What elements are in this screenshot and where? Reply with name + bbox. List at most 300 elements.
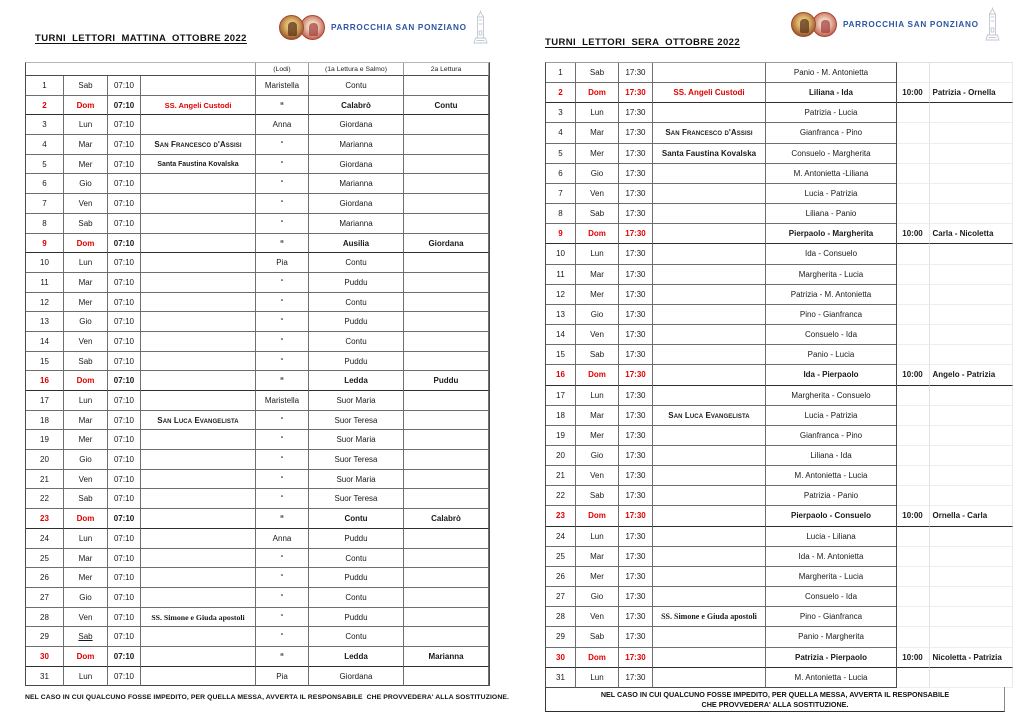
cell-feast — [141, 430, 256, 450]
table-row — [897, 446, 1013, 466]
cell-readers: Gianfranca - Pino — [766, 426, 896, 446]
cell-lettura1-reader: Giordana — [309, 667, 404, 687]
cell-weekday: Dom — [576, 224, 619, 244]
cell-day-number: 4 — [26, 135, 64, 155]
cell-day-number: 30 — [546, 648, 576, 668]
cell-mass-time: 17:30 — [619, 265, 653, 285]
table-row — [546, 184, 896, 204]
table-row — [546, 386, 896, 406]
cell-weekday: Mar — [576, 547, 619, 567]
cell-extra-mass-time — [897, 607, 930, 627]
cell-day-number: 12 — [26, 293, 64, 313]
cell-feast — [141, 234, 256, 254]
cell-readers: Consuelo - Margherita — [766, 144, 896, 164]
cell-weekday: Lun — [576, 527, 619, 547]
cell-readers: Ida - Pierpaolo — [766, 365, 896, 385]
cell-weekday: Mar — [576, 123, 619, 143]
cell-feast — [141, 391, 256, 411]
cell-extra-readers — [930, 527, 1013, 547]
cell-extra-mass-time — [897, 244, 930, 264]
cell-feast — [141, 627, 256, 647]
table-row — [546, 123, 896, 143]
cell-extra-readers — [930, 144, 1013, 164]
cell-extra-mass-time — [897, 123, 930, 143]
parish-logo — [791, 6, 1000, 42]
cell-day-number: 21 — [26, 470, 64, 490]
table-row — [897, 285, 1013, 305]
cell-mass-time: 17:30 — [619, 607, 653, 627]
cell-feast: San Francesco d'Assisi — [141, 135, 256, 155]
cell-extra-mass-time — [897, 63, 930, 83]
table-row — [897, 587, 1013, 607]
cell-weekday: Gio — [64, 450, 108, 470]
cell-lettura1-reader: Puddu — [309, 352, 404, 372]
substitution-note-line1: NEL CASO IN CUI QUALCUNO FOSSE IMPEDITO, PER QUELLA MESSA, AVVERTA IL RESPONSABILE — [600, 689, 950, 699]
cell-feast — [653, 103, 766, 123]
cell-weekday: Mer — [64, 568, 108, 588]
cell-weekday: Ven — [576, 466, 619, 486]
cell-day-number: 25 — [26, 549, 64, 569]
cell-readers: Lucia - Patrizia — [766, 184, 896, 204]
cell-readers: Margherita - Lucia — [766, 567, 896, 587]
cell-weekday: Sab — [64, 214, 108, 234]
cell-lettura2-reader — [404, 155, 489, 175]
cell-mass-time: 07:10 — [108, 627, 141, 647]
cell-weekday: Sab — [576, 486, 619, 506]
cell-extra-readers — [930, 668, 1013, 688]
table-row — [897, 325, 1013, 345]
cell-day-number: 9 — [546, 224, 576, 244]
cell-day-number: 16 — [546, 365, 576, 385]
cell-mass-time: 07:10 — [108, 253, 141, 273]
table-row — [897, 164, 1013, 184]
cell-extra-readers — [930, 244, 1013, 264]
cell-feast — [653, 446, 766, 466]
cell-readers: Panio - Lucia — [766, 345, 896, 365]
cell-mass-time: 07:10 — [108, 411, 141, 431]
cell-day-number: 27 — [546, 587, 576, 607]
table-row — [26, 450, 489, 470]
table-row — [897, 305, 1013, 325]
cell-day-number: 14 — [546, 325, 576, 345]
cell-mass-time: 17:30 — [619, 406, 653, 426]
cell-weekday: Mer — [576, 567, 619, 587]
cell-extra-mass-time: 10:00 — [897, 224, 930, 244]
cell-lettura1-reader: Suor Teresa — [309, 489, 404, 509]
cell-day-number: 29 — [26, 627, 64, 647]
cell-weekday: Dom — [576, 365, 619, 385]
cell-lettura2-reader: Giordana — [404, 234, 489, 254]
cell-lettura2-reader — [404, 332, 489, 352]
table-row — [26, 667, 489, 687]
cell-readers: Liliana - Ida — [766, 446, 896, 466]
cell-lettura1-reader: Contu — [309, 509, 404, 529]
cell-weekday: Lun — [64, 667, 108, 687]
cell-day-number: 24 — [26, 529, 64, 549]
cell-weekday: Mer — [64, 430, 108, 450]
cell-extra-mass-time — [897, 265, 930, 285]
cell-lodi-reader: Maristella — [256, 391, 309, 411]
cell-day-number: 19 — [26, 430, 64, 450]
cell-feast — [141, 76, 256, 96]
table-row — [26, 391, 489, 411]
cell-lettura2-reader — [404, 174, 489, 194]
cell-feast — [653, 648, 766, 668]
cell-lodi-reader: “ — [256, 155, 309, 175]
cell-mass-time: 07:10 — [108, 588, 141, 608]
cell-extra-readers — [930, 204, 1013, 224]
cell-mass-time: 17:30 — [619, 285, 653, 305]
cell-lettura1-reader: Puddu — [309, 529, 404, 549]
cell-readers: Margherita - Consuelo — [766, 386, 896, 406]
cell-extra-mass-time: 10:00 — [897, 648, 930, 668]
table-row — [546, 365, 896, 385]
cell-weekday: Mar — [64, 273, 108, 293]
cell-extra-mass-time — [897, 406, 930, 426]
cell-extra-mass-time — [897, 345, 930, 365]
cell-weekday: Mer — [576, 144, 619, 164]
cell-lettura1-reader: Marianna — [309, 135, 404, 155]
cell-extra-mass-time — [897, 587, 930, 607]
cell-weekday: Sab — [64, 489, 108, 509]
table-row — [546, 224, 896, 244]
table-row — [897, 466, 1013, 486]
cell-feast — [653, 244, 766, 264]
cell-lodi-reader: “ — [256, 273, 309, 293]
cell-lettura1-reader: Giordana — [309, 115, 404, 135]
cell-feast — [653, 204, 766, 224]
cell-feast — [141, 115, 256, 135]
table-row — [26, 489, 489, 509]
cell-lettura2-reader: Calabrò — [404, 509, 489, 529]
cell-day-number: 1 — [26, 76, 64, 96]
table-row — [897, 648, 1013, 668]
cell-mass-time: 07:10 — [108, 391, 141, 411]
table-row — [897, 244, 1013, 264]
cell-extra-readers: Nicoletta - Patrizia — [930, 648, 1013, 668]
cell-weekday: Lun — [576, 668, 619, 688]
cell-day-number: 22 — [26, 489, 64, 509]
cell-mass-time: 07:10 — [108, 371, 141, 391]
cell-readers: Lucia - Liliana — [766, 527, 896, 547]
table-row — [897, 144, 1013, 164]
cell-mass-time: 07:10 — [108, 174, 141, 194]
cell-feast: SS. Simone e Giuda apostoli — [141, 608, 256, 628]
table-row — [897, 204, 1013, 224]
cell-weekday: Dom — [64, 234, 108, 254]
cell-mass-time: 17:30 — [619, 386, 653, 406]
cell-feast: SS. Angeli Custodi — [653, 83, 766, 103]
table-row — [897, 63, 1013, 83]
cell-mass-time: 07:10 — [108, 470, 141, 490]
cell-readers: Ida - M. Antonietta — [766, 547, 896, 567]
cell-weekday: Gio — [64, 312, 108, 332]
cell-extra-readers — [930, 466, 1013, 486]
cell-day-number: 11 — [26, 273, 64, 293]
cell-day-number: 2 — [546, 83, 576, 103]
cell-extra-readers: Carla - Nicoletta — [930, 224, 1013, 244]
cell-mass-time: 17:30 — [619, 244, 653, 264]
cell-lettura1-reader: Contu — [309, 332, 404, 352]
cell-weekday: Sab — [64, 76, 108, 96]
header-empty — [26, 63, 256, 76]
cell-lettura2-reader — [404, 588, 489, 608]
cell-extra-mass-time — [897, 386, 930, 406]
cell-lettura2-reader: Marianna — [404, 647, 489, 667]
cell-day-number: 31 — [546, 668, 576, 688]
cell-extra-mass-time — [897, 164, 930, 184]
cell-extra-readers — [930, 627, 1013, 647]
cell-day-number: 5 — [546, 144, 576, 164]
cell-readers: Ida - Consuelo — [766, 244, 896, 264]
cell-weekday: Mer — [64, 293, 108, 313]
cell-lettura1-reader: Calabrò — [309, 96, 404, 116]
cell-extra-mass-time — [897, 285, 930, 305]
table-row — [546, 506, 896, 526]
cell-feast: Santa Faustina Kovalska — [653, 144, 766, 164]
cell-day-number: 15 — [26, 352, 64, 372]
cell-weekday: Mer — [576, 285, 619, 305]
table-row — [26, 411, 489, 431]
cell-feast — [653, 466, 766, 486]
cell-mass-time: 17:30 — [619, 63, 653, 83]
cell-extra-mass-time — [897, 204, 930, 224]
cell-readers: Patrizia - M. Antonietta — [766, 285, 896, 305]
table-row — [546, 547, 896, 567]
table-row — [897, 506, 1013, 526]
cell-extra-mass-time — [897, 426, 930, 446]
cell-readers: Liliana - Panio — [766, 204, 896, 224]
cell-mass-time: 07:10 — [108, 489, 141, 509]
cell-weekday: Mar — [64, 135, 108, 155]
table-row — [546, 63, 896, 83]
substitution-note-mattina: NEL CASO IN CUI QUALCUNO FOSSE IMPEDITO, PER QUELLA MESSA, AVVERTA IL RESPONSABILE CHE PROVVEDERA' ALLA SOSTITUZIONE. — [25, 694, 509, 701]
table-row — [26, 430, 489, 450]
table-row — [897, 365, 1013, 385]
cell-weekday: Sab — [64, 352, 108, 372]
cell-extra-readers — [930, 446, 1013, 466]
cell-mass-time: 17:30 — [619, 627, 653, 647]
cell-weekday: Dom — [576, 648, 619, 668]
cell-weekday: Dom — [576, 506, 619, 526]
cell-weekday: Ven — [64, 194, 108, 214]
cell-feast — [653, 224, 766, 244]
cell-extra-readers — [930, 164, 1013, 184]
cell-mass-time: 17:30 — [619, 305, 653, 325]
substitution-note-line2: CHE PROVVEDERA' ALLA SOSTITUZIONE. — [701, 700, 849, 709]
cell-extra-readers — [930, 285, 1013, 305]
cell-feast — [141, 194, 256, 214]
saints-medallion-icon — [279, 15, 304, 40]
cell-weekday: Dom — [64, 96, 108, 116]
table-row — [897, 607, 1013, 627]
cell-mass-time: 07:10 — [108, 608, 141, 628]
cell-extra-mass-time: 10:00 — [897, 83, 930, 103]
cell-day-number: 7 — [26, 194, 64, 214]
table-row — [26, 234, 489, 254]
cell-mass-time: 07:10 — [108, 115, 141, 135]
cell-lodi-reader: “ — [256, 608, 309, 628]
cell-mass-time: 17:30 — [619, 345, 653, 365]
cell-lodi-reader: Maristella — [256, 76, 309, 96]
cell-feast — [141, 332, 256, 352]
cell-feast — [141, 293, 256, 313]
cell-feast — [141, 312, 256, 332]
table-row — [546, 164, 896, 184]
cell-lodi-reader: “ — [256, 647, 309, 667]
cell-day-number: 18 — [26, 411, 64, 431]
table-row — [546, 527, 896, 547]
cell-weekday: Gio — [576, 164, 619, 184]
cell-lettura2-reader — [404, 253, 489, 273]
cell-feast — [141, 489, 256, 509]
table-row — [546, 587, 896, 607]
cell-weekday: Lun — [64, 391, 108, 411]
table-row — [897, 426, 1013, 446]
cell-lettura1-reader: Contu — [309, 588, 404, 608]
table-row — [897, 486, 1013, 506]
table-row — [546, 648, 896, 668]
cell-readers: M. Antonietta - Lucia — [766, 466, 896, 486]
table-row — [26, 96, 489, 116]
cell-mass-time: 17:30 — [619, 224, 653, 244]
cell-lettura2-reader — [404, 627, 489, 647]
cell-extra-readers — [930, 587, 1013, 607]
cell-mass-time: 17:30 — [619, 164, 653, 184]
cell-extra-readers — [930, 547, 1013, 567]
cell-day-number: 2 — [26, 96, 64, 116]
cell-weekday: Gio — [576, 446, 619, 466]
cell-mass-time: 17:30 — [619, 103, 653, 123]
cell-day-number: 9 — [26, 234, 64, 254]
table-row — [546, 305, 896, 325]
cell-lettura2-reader — [404, 293, 489, 313]
cell-mass-time: 17:30 — [619, 668, 653, 688]
cell-lodi-reader: “ — [256, 627, 309, 647]
cell-day-number: 1 — [546, 63, 576, 83]
cell-readers: Pino - Gianfranca — [766, 607, 896, 627]
table-row — [26, 332, 489, 352]
cell-feast: San Francesco d'Assisi — [653, 123, 766, 143]
cell-lodi-reader: “ — [256, 194, 309, 214]
cell-lettura1-reader: Ausilia — [309, 234, 404, 254]
cell-feast — [141, 509, 256, 529]
cell-weekday: Mar — [64, 411, 108, 431]
cell-extra-readers — [930, 406, 1013, 426]
table-row — [897, 527, 1013, 547]
cell-day-number: 8 — [26, 214, 64, 234]
cell-lettura2-reader — [404, 76, 489, 96]
table-row — [26, 470, 489, 490]
cell-lodi-reader: “ — [256, 411, 309, 431]
table-row — [897, 103, 1013, 123]
cell-mass-time: 17:30 — [619, 83, 653, 103]
cell-day-number: 22 — [546, 486, 576, 506]
cell-day-number: 12 — [546, 285, 576, 305]
cell-mass-time: 07:10 — [108, 135, 141, 155]
table-row — [26, 273, 489, 293]
cell-feast — [653, 587, 766, 607]
cell-lodi-reader: “ — [256, 312, 309, 332]
table-row — [546, 486, 896, 506]
cell-feast — [653, 63, 766, 83]
cell-feast — [653, 325, 766, 345]
table-row — [26, 214, 489, 234]
cell-readers: M. Antonietta - Lucia — [766, 668, 896, 688]
cell-weekday: Gio — [64, 174, 108, 194]
cell-lettura2-reader — [404, 450, 489, 470]
page-title-sera: TURNI LETTORI SERA OTTOBRE 2022 — [545, 37, 741, 48]
cell-lettura2-reader — [404, 135, 489, 155]
table-row — [546, 567, 896, 587]
mattina-table-header — [26, 63, 489, 76]
cell-readers: Patrizia - Pierpaolo — [766, 648, 896, 668]
cell-lettura1-reader: Contu — [309, 76, 404, 96]
cell-extra-readers — [930, 607, 1013, 627]
cell-extra-mass-time — [897, 103, 930, 123]
cell-feast — [653, 506, 766, 526]
cell-mass-time: 17:30 — [619, 365, 653, 385]
cell-weekday: Mar — [64, 549, 108, 569]
cell-feast: Santa Faustina Kovalska — [141, 155, 256, 175]
cell-readers: Liliana - Ida — [766, 83, 896, 103]
cell-day-number: 8 — [546, 204, 576, 224]
cell-extra-readers: Angelo - Patrizia — [930, 365, 1013, 385]
cell-extra-readers: Ornella - Carla — [930, 506, 1013, 526]
cell-extra-mass-time — [897, 668, 930, 688]
cell-lettura1-reader: Suor Teresa — [309, 411, 404, 431]
cell-extra-readers — [930, 123, 1013, 143]
cell-feast — [653, 184, 766, 204]
cell-day-number: 17 — [546, 386, 576, 406]
cell-readers: Gianfranca - Pino — [766, 123, 896, 143]
cell-extra-mass-time — [897, 144, 930, 164]
cell-lodi-reader: “ — [256, 96, 309, 116]
cell-extra-readers: Patrizia - Ornella — [930, 83, 1013, 103]
table-row — [546, 607, 896, 627]
cell-lodi-reader: “ — [256, 332, 309, 352]
cell-extra-readers — [930, 386, 1013, 406]
cell-feast — [653, 285, 766, 305]
cell-lettura2-reader — [404, 568, 489, 588]
cell-readers: Consuelo - Ida — [766, 325, 896, 345]
cell-extra-mass-time — [897, 627, 930, 647]
cell-lettura2-reader — [404, 411, 489, 431]
cell-readers: Panio - M. Antonietta — [766, 63, 896, 83]
table-row — [897, 345, 1013, 365]
cell-lettura2-reader: Contu — [404, 96, 489, 116]
cell-mass-time: 07:10 — [108, 214, 141, 234]
cell-feast — [141, 450, 256, 470]
cell-readers: M. Antonietta -Liliana — [766, 164, 896, 184]
cell-lettura2-reader — [404, 470, 489, 490]
table-row — [26, 194, 489, 214]
cell-extra-mass-time — [897, 527, 930, 547]
table-row — [26, 76, 489, 96]
cell-lettura2-reader — [404, 549, 489, 569]
table-row — [26, 312, 489, 332]
cell-lodi-reader: “ — [256, 588, 309, 608]
cell-lodi-reader: “ — [256, 568, 309, 588]
cell-day-number: 5 — [26, 155, 64, 175]
cell-day-number: 10 — [26, 253, 64, 273]
saints-medallion-icon — [791, 12, 816, 37]
cell-feast — [141, 174, 256, 194]
cell-mass-time: 17:30 — [619, 446, 653, 466]
cell-feast — [653, 527, 766, 547]
cell-weekday: Ven — [576, 607, 619, 627]
cell-mass-time: 17:30 — [619, 466, 653, 486]
